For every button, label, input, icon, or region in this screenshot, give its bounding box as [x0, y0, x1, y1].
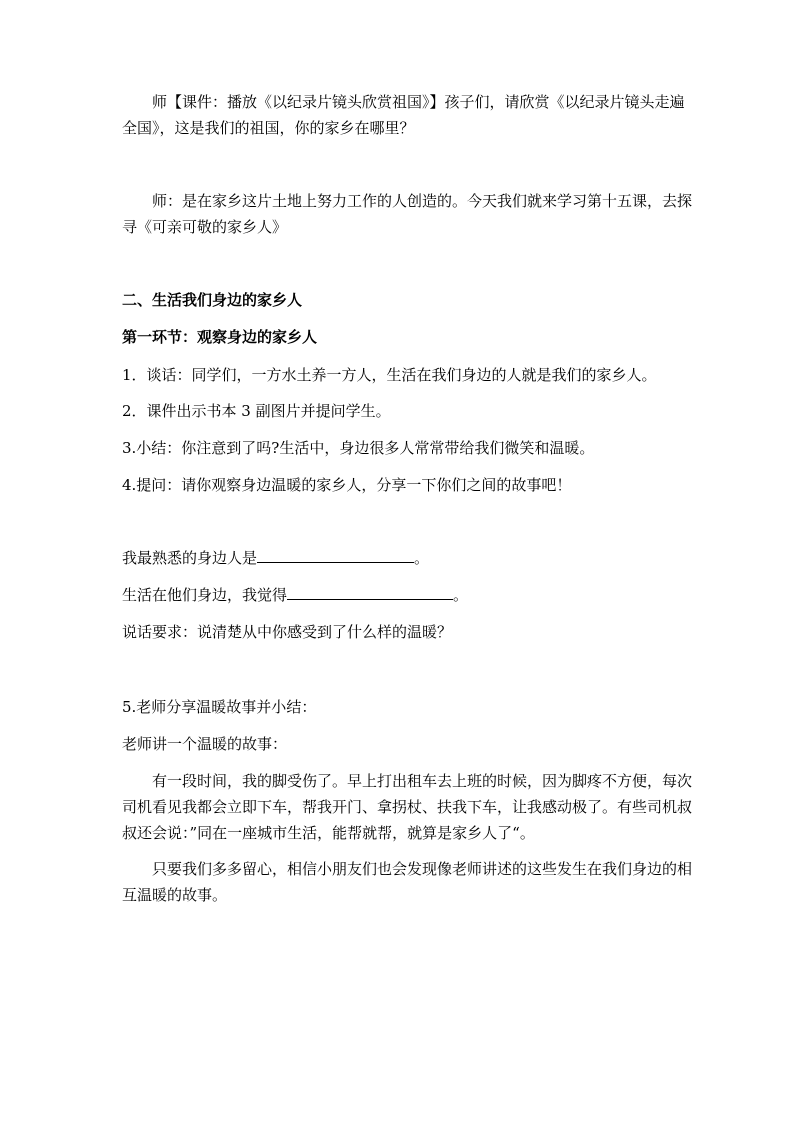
paragraph2-line2: 寻《可亲可敬的家乡人》 [122, 218, 288, 236]
story-line-2: 司机看见我都会立即下车，帮我开门、拿拐杖、扶我下车，让我感动极了。有些司机叔 [122, 798, 693, 816]
fill-in-line-2 [122, 584, 468, 606]
fill-in-line-2-prefix: 生活在他们身边，我觉得 [122, 586, 288, 604]
list-item-5: 5.老师分享温暖故事并小结： [122, 698, 317, 716]
conclusion-line-2: 互温暖的故事。 [122, 886, 228, 904]
story-line-1: 有一段时间，我的脚受伤了。早上打出租车去上班的时候，因为脚疼不方便，每次 [152, 772, 693, 790]
list-item-2: 2．课件出示书本 3 副图片并提问学生。 [122, 402, 391, 420]
paragraph2-line1: 师：是在家乡这片土地上努力工作的人创造的。今天我们就来学习第十五课，去探 [152, 192, 693, 210]
speaking-requirement: 说话要求：说清楚从中你感受到了什么样的温暖？ [122, 623, 453, 641]
blank-field-2[interactable] [287, 585, 453, 600]
section-heading: 二、生活我们身边的家乡人 [122, 291, 303, 309]
fill-in-line-1-prefix: 我最熟悉的身边人是 [122, 549, 258, 567]
conclusion-line-1: 只要我们多多留心，相信小朋友们也会发现像老师讲述的这些发生在我们身边的相 [152, 860, 693, 878]
list-item-3: 3.小结：你注意到了吗?生活中，身边很多人常常带给我们微笑和温暖。 [122, 439, 595, 457]
list-item-1: 1．谈话：同学们，一方水土养一方人，生活在我们身边的人就是我们的家乡人。 [122, 366, 657, 384]
fill-in-line-1 [122, 547, 429, 569]
fill-in-line-2-suffix: 。 [453, 586, 469, 604]
paragraph1-line1: 师【课件：播放《以纪录片镜头欣赏祖国》】孩子们，请欣赏《以纪录片镜头走遍 [152, 93, 685, 111]
blank-field-1[interactable] [257, 548, 414, 563]
story-line-3: 叔还会说：”同在一座城市生活，能帮就帮，就算是家乡人了“。 [122, 824, 535, 842]
paragraph1-line2: 全国》，这是我们的祖国，你的家乡在哪里？ [122, 119, 415, 137]
list-item-4: 4.提问：请你观察身边温暖的家乡人，分享一下你们之间的故事吧！ [122, 476, 572, 494]
story-intro: 老师讲一个温暖的故事： [122, 735, 288, 753]
fill-in-line-1-suffix: 。 [414, 549, 430, 567]
subsection-heading: 第一环节：观察身边的家乡人 [122, 328, 318, 346]
